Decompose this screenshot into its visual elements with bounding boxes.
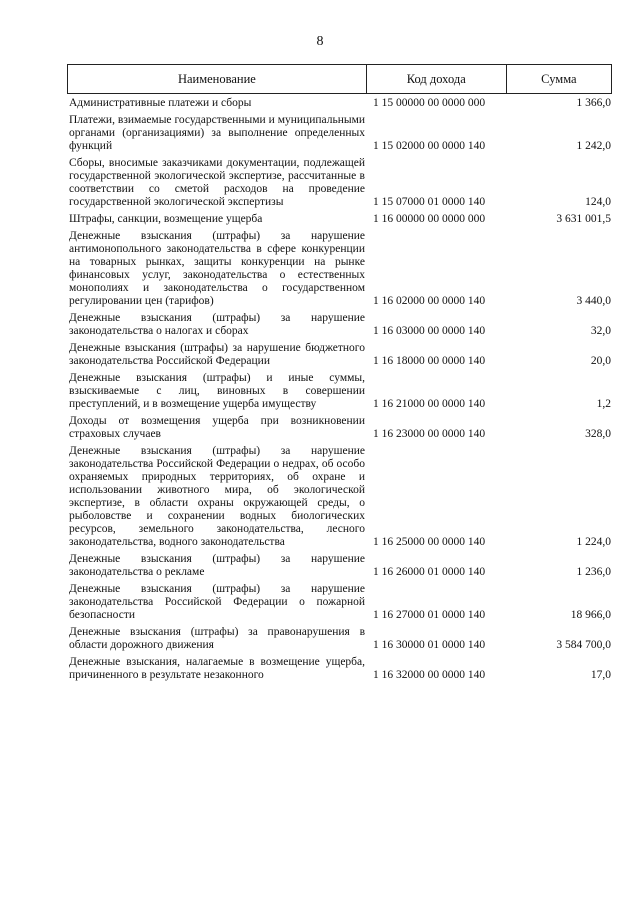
- row-code: 1 16 00000 00 0000 000: [373, 213, 486, 225]
- row-sum: 1 236,0: [576, 566, 611, 578]
- row-name: Денежные взыскания (штрафы) за нарушение законодательства Российской Федерации о пожарной безопасности: [69, 583, 365, 621]
- row-code: 1 16 21000 00 0000 140: [373, 398, 486, 410]
- row-code: 1 15 00000 00 0000 000: [373, 97, 486, 109]
- page-number: 8: [316, 34, 324, 49]
- table-row: [67, 372, 612, 411]
- row-sum: 3 440,0: [576, 295, 611, 307]
- table-row: [67, 342, 612, 368]
- table-row: [67, 583, 612, 622]
- table-row: [67, 97, 612, 110]
- table-row: [67, 213, 612, 226]
- row-name: Денежные взыскания, налагаемые в возмещение ущерба, причиненного в результате незаконного: [69, 656, 365, 681]
- row-name: Платежи, взимаемые государственными и муниципальными органами (организациями) за выполнение определенных функций: [69, 114, 365, 152]
- header-name: Наименование: [177, 71, 256, 86]
- table-row: [67, 553, 612, 579]
- table-row: [67, 415, 612, 441]
- table-row: [67, 312, 612, 338]
- table-row: [67, 157, 612, 209]
- row-sum: 17,0: [590, 669, 611, 681]
- row-sum: 1 242,0: [576, 140, 611, 152]
- header-code: Код дохода: [366, 65, 506, 93]
- row-sum: 1 224,0: [576, 536, 611, 548]
- row-name: Денежные взыскания (штрафы) за нарушение законодательства Российской Федерации о недрах, об особо охраняемых природных территориях, об охране и использовании животного мира, об экологической экспертизе, в области охраны окружающей среды, о рыболовстве и сохранении водных биологических ресурсов, земельного законодательства, лесного законодательства, водного законодательства: [69, 445, 365, 548]
- row-name: Доходы от возмещения ущерба при возникновении страховых случаев: [69, 415, 365, 440]
- row-sum: 3 631 001,5: [556, 213, 611, 225]
- row-sum: 328,0: [585, 428, 611, 440]
- row-code: 1 16 25000 00 0000 140: [373, 536, 486, 548]
- row-sum: 18 966,0: [570, 609, 611, 621]
- revenue-table: [67, 64, 612, 682]
- row-code: 1 16 02000 00 0000 140: [373, 295, 486, 307]
- row-sum: 1,2: [596, 398, 611, 410]
- row-name: Денежные взыскания (штрафы) за нарушение законодательства о налогах и сборах: [69, 312, 365, 337]
- row-code: 1 16 18000 00 0000 140: [373, 355, 486, 367]
- row-code: 1 15 02000 00 0000 140: [373, 140, 486, 152]
- row-code: 1 16 27000 01 0000 140: [373, 609, 486, 621]
- table-row: [67, 626, 612, 652]
- header-sum: Сумма: [506, 65, 611, 93]
- table-row: [67, 445, 612, 549]
- row-sum: 124,0: [585, 196, 611, 208]
- row-name: Денежные взыскания (штрафы) за нарушение антимонопольного законодательства в сфере конкуренции на товарных рынках, защиты конкуренции на рынке финансовых услуг, законодательства о естественных монополиях и законодательства о государственном регулировании цен (тарифов): [69, 230, 365, 307]
- row-name: Денежные взыскания (штрафы) и иные суммы, взыскиваемые с лиц, виновных в совершении преступлений, и в возмещение ущерба имуществу: [69, 372, 365, 410]
- row-code: 1 16 30000 01 0000 140: [373, 639, 486, 651]
- row-name: Денежные взыскания (штрафы) за правонарушения в области дорожного движения: [69, 626, 365, 651]
- row-sum: 32,0: [590, 325, 611, 337]
- row-name: Сборы, вносимые заказчиками документации, подлежащей государственной экологической экспертизе, рассчитанные в соответствии со сметой расходов на проведение государственной экологической экспертизы: [69, 157, 365, 208]
- row-code: 1 16 03000 00 0000 140: [373, 325, 486, 337]
- table-body: [67, 97, 612, 682]
- row-code: 1 16 32000 00 0000 140: [373, 669, 486, 681]
- table-row: [67, 656, 612, 682]
- row-sum: 20,0: [590, 355, 611, 367]
- row-code: 1 15 07000 01 0000 140: [373, 196, 486, 208]
- row-name: Денежные взыскания (штрафы) за нарушение бюджетного законодательства Российской Федерации: [69, 342, 365, 367]
- table-row: [67, 114, 612, 153]
- table-header: [67, 64, 612, 94]
- row-sum: 1 366,0: [576, 97, 611, 109]
- row-code: 1 16 23000 00 0000 140: [373, 428, 486, 440]
- table-row: [67, 230, 612, 308]
- row-name: Административные платежи и сборы: [69, 97, 252, 109]
- row-code: 1 16 26000 01 0000 140: [373, 566, 486, 578]
- row-name: Штрафы, санкции, возмещение ущерба: [69, 213, 263, 225]
- row-name: Денежные взыскания (штрафы) за нарушение законодательства о рекламе: [69, 553, 365, 578]
- row-sum: 3 584 700,0: [556, 639, 611, 651]
